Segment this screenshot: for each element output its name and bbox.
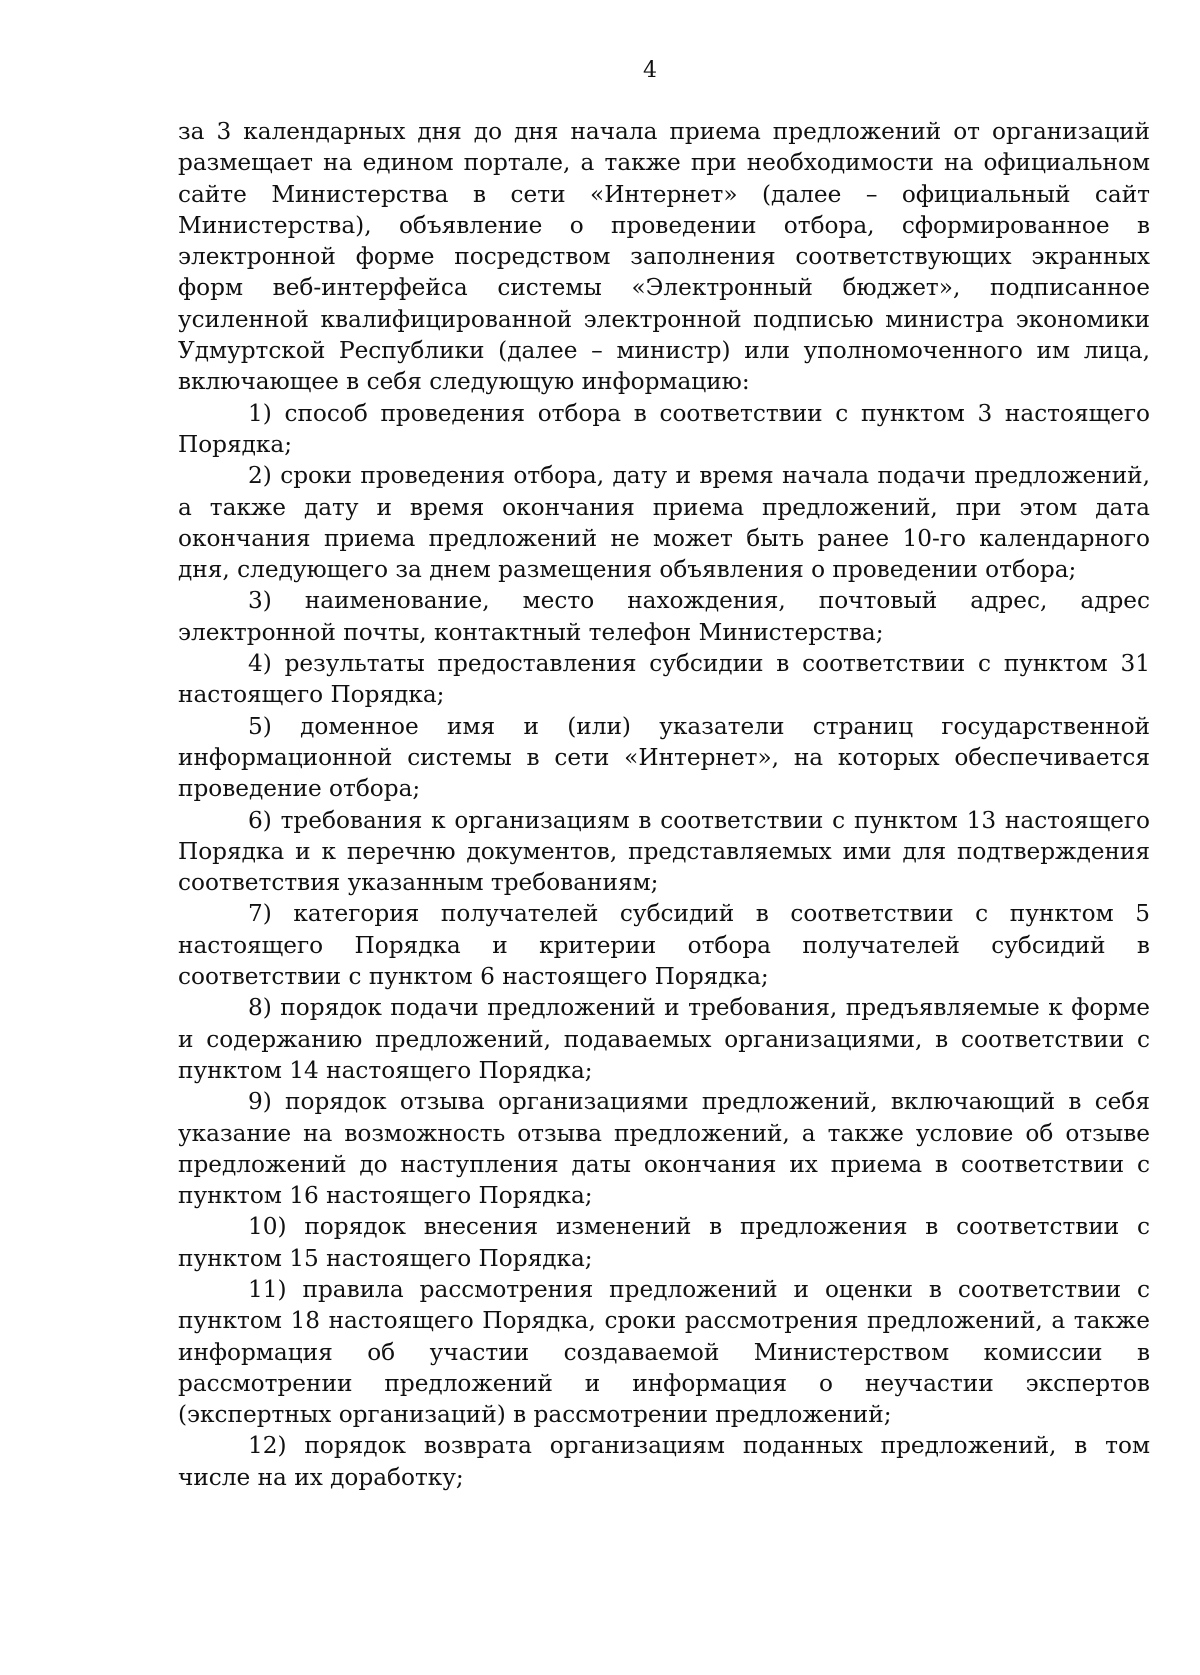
list-item-2: 2) сроки проведения отбора, дату и время начала подачи предложений, а также дату и время окончания приема предложений, при этом дата окончания приема предложений не может быть ранее 10-го календарного дня, следующего за днем размещения объявления о проведении отбора; (178, 462, 1150, 584)
list-item-6: 6) требования к организациям в соответствии с пунктом 13 настоящего Порядка и к перечню документов, представляемых ими для подтверждения соответствия указанным требованиям; (178, 806, 1150, 897)
intro-paragraph: за 3 календарных дня до дня начала приема предложений от организаций размещает на едином портале, а также при необходимости на официальном сайте Министерства в сети «Интернет» (далее – официальный сайт Министерства), объявление о проведении отбора, сформированное в электронной форме посредством заполнения соответствующих экранных форм веб-интерфейса системы «Электронный бюджет», подписанное усиленной квалифицированной электронной подписью министра экономики Удмуртской Республики (далее – министр) или уполномоченного им лица, включающее в себя следующую информацию: (178, 118, 1150, 396)
list-item-11: 11) правила рассмотрения предложений и оценки в соответствии с пунктом 18 настоящего Порядка, сроки рассмотрения предложений, а также информация об участии создаваемой Министерством комиссии в рассмотрении предложений и информация о неучастии экспертов (экспертных организаций) в рассмотрении предложений; (178, 1275, 1150, 1429)
list-item-10: 10) порядок внесения изменений в предложения в соответствии с пунктом 15 настоящего Порядка; (178, 1213, 1150, 1272)
document-body (178, 116, 1150, 1493)
list-item-5: 5) доменное имя и (или) указатели страниц государственной информационной системы в сети «Интернет», на которых обеспечивается проведение отбора; (178, 712, 1150, 803)
list-item-4: 4) результаты предоставления субсидии в соответствии с пунктом 31 настоящего Порядка; (178, 650, 1150, 709)
list-item-12: 12) порядок возврата организациям поданных предложений, в том числе на их доработку; (178, 1432, 1150, 1491)
list-item-3: 3) наименование, место нахождения, почтовый адрес, адрес электронной почты, контактный телефон Министерства; (178, 587, 1150, 646)
list-item-7: 7) категория получателей субсидий в соответствии с пунктом 5 настоящего Порядка и критерии отбора получателей субсидий в соответствии с пунктом 6 настоящего Порядка; (178, 900, 1150, 991)
list-item-8: 8) порядок подачи предложений и требования, предъявляемые к форме и содержанию предложений, подаваемых организациями, в соответствии с пунктом 14 настоящего Порядка; (178, 994, 1150, 1084)
page-number: 4 (643, 58, 657, 83)
list-item-1: 1) способ проведения отбора в соответствии с пунктом 3 настоящего Порядка; (178, 399, 1150, 458)
list-item-9: 9) порядок отзыва организациями предложений, включающий в себя указание на возможность отзыва предложений, а также условие об отзыве предложений до наступления даты окончания их приема в соответствии с пунктом 16 настоящего Порядка; (178, 1088, 1150, 1210)
